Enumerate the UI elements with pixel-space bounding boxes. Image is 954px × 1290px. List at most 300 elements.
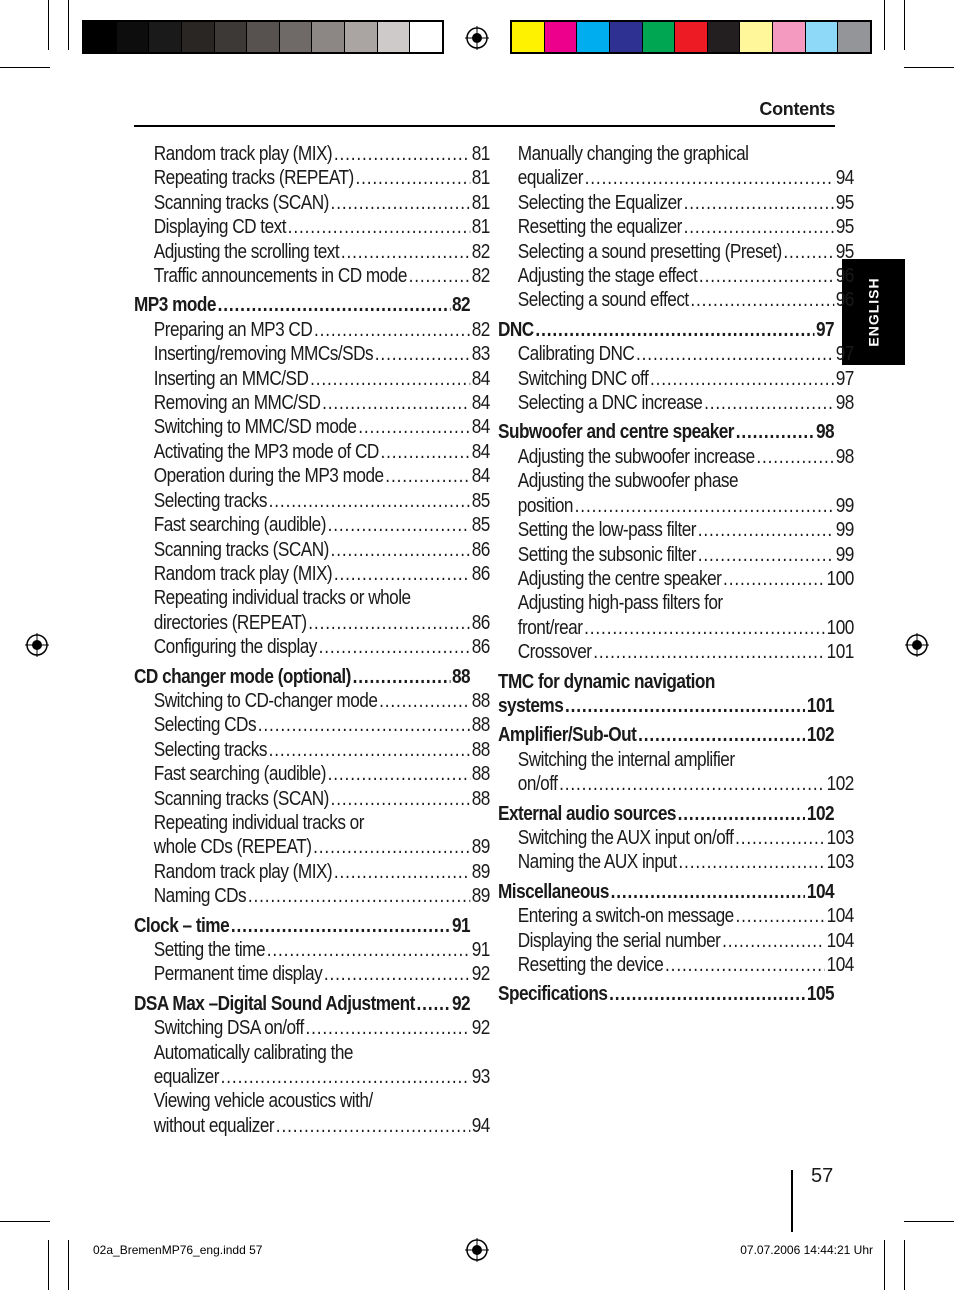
toc-leader-dots [684,191,834,215]
toc-leader-dots [678,850,825,874]
toc-subentry [498,469,854,493]
toc-subentry [134,367,490,391]
toc-entry-title: Viewing vehicle acoustics with/ [153,1090,373,1113]
toc-subentry [134,689,490,713]
color-swatch [215,22,248,52]
toc-entry-title: Repeating tracks (REPEAT) [153,167,354,190]
toc-page-number: 99 [835,519,854,542]
toc-leader-dots [585,166,834,190]
toc-subentry [134,415,490,439]
toc-leader-dots [638,723,805,747]
toc-page-number: 100 [826,567,854,590]
toc-section-entry [498,982,834,1006]
toc-page-number: 94 [471,1114,490,1137]
color-swatch [545,22,578,52]
crop-mark [884,1240,885,1290]
color-swatch [182,22,215,52]
toc-page-number: 92 [471,1017,490,1040]
toc-entry-title: front/rear [517,616,583,639]
toc-section-entry [134,665,470,689]
toc-subentry [498,342,854,366]
toc-entry-title: Selecting tracks [153,738,267,761]
toc-entry-title: Displaying the serial number [517,929,721,952]
toc-leader-dots [593,640,825,664]
toc-leader-dots [611,880,806,904]
toc-page-number: 84 [471,465,490,488]
toc-subentry [134,738,490,762]
toc-subentry [134,440,490,464]
toc-leader-dots [704,391,834,415]
toc-page-number: 88 [451,665,471,688]
toc-subentry [498,616,854,640]
toc-entry-title: Crossover [517,641,592,664]
toc-subentry [134,635,490,659]
toc-entry-title: without equalizer [153,1114,275,1137]
crop-mark [68,0,69,50]
toc-entry-title: on/off [517,773,558,796]
toc-leader-dots [609,982,805,1006]
toc-page-number: 85 [471,514,490,537]
toc-leader-dots [313,835,470,859]
toc-entry-title: CD changer mode (optional) [134,665,351,688]
color-swatch [149,22,182,52]
toc-entry-title: Naming the AUX input [517,851,677,874]
toc-entry-title: Scanning tracks (SCAN) [153,538,329,561]
toc-leader-dots [269,738,470,762]
toc-entry-title: Scanning tracks (SCAN) [153,191,329,214]
toc-page-number: 85 [471,489,490,512]
toc-subentry [134,562,490,586]
toc-entry-title: Permanent time display [153,963,323,986]
toc-leader-dots [328,762,470,786]
toc-leader-dots [267,938,470,962]
toc-entry-title: Manually changing the graphical [517,143,749,165]
toc-entry-title: Setting the low-pass filter [517,519,697,542]
toc-entry-title: Repeating individual tracks or whole [153,587,411,610]
toc-entry-title: MP3 mode [134,294,216,317]
toc-entry-title: Setting the time [153,939,266,961]
toc-entry-title: equalizer [517,167,583,190]
toc-subentry [134,318,490,342]
toc-subentry [134,762,490,786]
toc-entry-title: Random track play (MIX) [153,562,333,585]
toc-entry-title: Calibrating DNC [517,343,635,366]
toc-leader-dots [698,543,834,567]
toc-leader-dots [783,240,834,264]
toc-entry-title: Configuring the display [153,636,317,659]
toc-leader-dots [735,904,824,928]
toc-page-number: 88 [471,689,490,712]
toc-subentry [498,591,854,615]
toc-subentry [134,342,490,366]
toc-page-number: 91 [451,914,471,937]
toc-section-entry [498,723,834,747]
toc-leader-dots [678,802,806,826]
language-label: ENGLISH [865,277,882,347]
toc-leader-dots [575,494,834,518]
toc-subentry [134,464,490,488]
toc-leader-dots [559,772,825,796]
toc-page-number: 86 [471,611,490,634]
toc-page-number: 86 [471,562,490,585]
toc-subentry [498,445,854,469]
toc-leader-dots [331,538,470,562]
toc-leader-dots [565,694,805,718]
toc-leader-dots [331,787,470,811]
toc-subentry [498,191,854,215]
toc-leader-dots [269,489,470,513]
toc-subentry [498,567,854,591]
crop-mark [904,0,905,50]
toc-section-entry [134,293,470,317]
color-swatch [675,22,708,52]
toc-subentry [134,264,490,288]
crop-mark [904,67,954,68]
footer-date-slug: 07.07.2006 14:44:21 Uhr [740,1243,873,1257]
toc-subentry [498,772,854,796]
toc-entry-title: Traffic announcements in CD mode [153,265,407,288]
toc-subentry [498,215,854,239]
toc-leader-dots [355,166,470,190]
toc-entry-title: Inserting/removing MMCs/SDs [153,343,374,366]
toc-page-number: 81 [471,143,490,165]
toc-entry-title: Fast searching (audible) [153,763,326,786]
toc-subentry [498,953,854,977]
toc-subentry [498,543,854,567]
toc-page-number: 88 [471,714,490,737]
registration-mark-icon [25,633,49,657]
toc-subentry [498,640,854,664]
toc-entry-title: DSA Max –Digital Sound Adjustment [134,992,415,1015]
toc-leader-dots [358,415,470,439]
toc-leader-dots [636,342,834,366]
crop-mark [48,1240,49,1290]
toc-leader-dots [341,240,470,264]
toc-subentry [134,240,490,264]
toc-page-number: 86 [471,538,490,561]
toc-page-number: 102 [806,724,835,747]
toc-leader-dots [650,367,834,391]
toc-entry-title: Switching DSA on/off [153,1017,304,1040]
toc-leader-dots [334,142,470,166]
toc-leader-dots [324,962,470,986]
toc-entry-title: Setting the subsonic filter [517,543,697,566]
toc-page-number: 99 [835,543,854,566]
toc-subentry [134,489,490,513]
registration-mark-icon [465,26,489,50]
crop-mark [48,0,49,50]
color-swatch [773,22,806,52]
toc-subentry [134,1114,490,1138]
toc-page-number: 86 [471,636,490,659]
color-swatch [117,22,150,52]
toc-subentry [498,904,854,928]
registration-mark-icon [465,1238,489,1262]
color-swatch [610,22,643,52]
toc-page-number: 102 [826,773,854,796]
toc-leader-dots [334,860,470,884]
toc-page-number: 98 [835,392,854,415]
toc-page-number: 82 [471,240,490,263]
toc-subentry [498,166,854,190]
toc-subentry [134,884,490,908]
toc-subentry [498,240,854,264]
toc-leader-dots [310,367,470,391]
process-color-bar [510,20,872,54]
color-swatch [280,22,313,52]
toc-page-number: 97 [835,343,854,366]
toc-subentry [498,142,854,166]
toc-left-column [134,142,490,1138]
toc-entry-title: Subwoofer and centre speaker [498,421,734,444]
toc-entry-title: Naming CDs [153,885,247,908]
toc-leader-dots [380,440,470,464]
toc-entry-title: Amplifier/Sub-Out [498,724,637,747]
toc-page-number: 104 [826,954,854,976]
toc-subentry [498,264,854,288]
toc-page-number: 92 [451,992,471,1015]
toc-entry-title: Preparing an MP3 CD [153,318,313,341]
toc-subentry [498,929,854,953]
color-swatch [577,22,610,52]
toc-subentry [498,494,854,518]
color-swatch [806,22,839,52]
toc-leader-dots [535,318,814,342]
toc-leader-dots [385,464,470,488]
toc-leader-dots [334,562,470,586]
toc-leader-dots [248,884,470,908]
toc-page-number: 97 [835,367,854,390]
toc-entry-title: Selecting CDs [153,714,257,737]
registration-mark-icon [905,633,929,657]
toc-leader-dots [723,567,825,591]
toc-leader-dots [736,420,815,444]
toc-page-number: 95 [835,191,854,214]
toc-leader-dots [756,445,834,469]
toc-entry-title: systems [498,694,564,717]
toc-page-number: 104 [826,905,854,928]
toc-right-column [498,142,854,1007]
toc-entry-title: Removing an MMC/SD [153,392,321,415]
toc-page-number: 101 [806,694,835,717]
toc-entry-title: Activating the MP3 mode of CD [153,440,379,463]
toc-leader-dots [331,191,470,215]
toc-page-number: 98 [815,421,835,444]
footer-file-slug: 02a_BremenMP76_eng.indd 57 [93,1243,263,1257]
toc-entry-title: Displaying CD text [153,216,286,239]
toc-subentry [134,860,490,884]
toc-subentry [134,713,490,737]
toc-entry-title: Switching to MMC/SD mode [153,416,357,439]
toc-entry-title: Resetting the equalizer [517,216,682,239]
toc-leader-dots [319,635,470,659]
toc-entry-title: whole CDs (REPEAT) [153,836,312,859]
toc-page-number: 96 [835,265,854,288]
color-swatch [708,22,741,52]
toc-entry-title: Selecting a DNC increase [517,392,703,415]
crop-mark [0,1221,50,1222]
toc-section-entry [498,318,834,342]
toc-leader-dots [353,665,451,689]
toc-page-number: 83 [471,343,490,366]
toc-subentry [134,787,490,811]
toc-page-number: 81 [471,191,490,214]
toc-subentry [134,391,490,415]
toc-leader-dots [221,1065,470,1089]
toc-page-number: 95 [835,240,854,263]
toc-entry-title: Clock – time [134,914,230,937]
crop-mark [904,1240,905,1290]
toc-entry-title: External audio sources [498,802,676,825]
toc-subentry [498,850,854,874]
toc-leader-dots [722,929,825,953]
toc-page-number: 88 [471,738,490,761]
toc-page-number: 89 [471,860,490,883]
toc-subentry [498,826,854,850]
color-swatch [643,22,676,52]
toc-entry-title: position [517,494,573,517]
toc-entry-title: Selecting the Equalizer [517,191,682,214]
toc-page-number: 88 [471,763,490,786]
toc-page-number: 99 [835,494,854,517]
toc-entry-title: Adjusting the subwoofer phase [517,470,739,493]
color-swatch [345,22,378,52]
toc-entry-title: TMC for dynamic navigation [498,670,715,693]
toc-leader-dots [409,264,470,288]
toc-section-entry [498,694,834,718]
toc-page-number: 95 [835,216,854,239]
toc-page-number: 105 [806,983,835,1006]
toc-entry-title: Adjusting high-pass filters for [517,592,723,615]
toc-page-number: 98 [835,445,854,468]
toc-leader-dots [231,914,450,938]
crop-mark [68,1240,69,1290]
header-rule [134,125,835,127]
toc-subentry [134,191,490,215]
toc-page-number: 89 [471,836,490,859]
color-swatch [84,22,117,52]
toc-leader-dots [684,215,834,239]
toc-entry-title: equalizer [153,1066,219,1089]
toc-entry-title: Entering a switch-on message [517,905,734,928]
toc-page-number: 104 [826,929,854,952]
toc-page-number: 91 [471,939,490,961]
color-swatch [740,22,773,52]
toc-leader-dots [379,689,470,713]
toc-entry-title: Miscellaneous [498,880,609,903]
toc-subentry [134,1041,490,1065]
toc-page-number: 94 [835,167,854,190]
toc-entry-title: Switching the internal amplifier [517,748,735,771]
toc-leader-dots [276,1114,470,1138]
toc-leader-dots [375,342,470,366]
grayscale-color-bar [82,20,444,54]
color-swatch [838,22,870,52]
toc-subentry [134,538,490,562]
toc-page-number: 89 [471,885,490,908]
toc-entry-title: Adjusting the stage effect [517,265,698,288]
toc-entry-title: Selecting tracks [153,489,267,512]
toc-leader-dots [322,391,470,415]
toc-page-number: 82 [451,294,471,317]
crop-mark [904,1221,954,1222]
toc-page-number: 84 [471,440,490,463]
color-swatch [312,22,345,52]
toc-page-number: 82 [471,265,490,288]
toc-entry-title: Adjusting the centre speaker [517,567,722,590]
toc-subentry [498,367,854,391]
toc-page-number: 92 [471,963,490,986]
toc-entry-title: Switching to CD-changer mode [153,689,378,712]
toc-entry-title: Resetting the device [517,954,664,976]
toc-entry-title: Fast searching (audible) [153,514,326,537]
toc-subentry [498,748,854,772]
color-swatch [512,22,545,52]
toc-subentry [134,166,490,190]
toc-leader-dots [699,264,834,288]
toc-entry-title: Repeating individual tracks or [153,811,364,834]
toc-leader-dots [690,288,834,312]
toc-leader-dots [218,293,451,317]
page-number: 57 [811,1165,834,1187]
toc-subentry [134,142,490,166]
toc-entry-title: Random track play (MIX) [153,860,333,883]
toc-entry-title: Operation during the MP3 mode [153,465,384,488]
toc-subentry [134,962,490,986]
toc-section-entry [498,420,834,444]
color-swatch [378,22,411,52]
toc-page-number: 82 [471,318,490,341]
toc-subentry [498,288,854,312]
color-swatch [410,22,442,52]
toc-leader-dots [306,1016,471,1040]
toc-page-number: 104 [806,880,835,903]
toc-entry-title: Specifications [498,983,608,1006]
toc-subentry [134,586,490,610]
toc-entry-title: DNC [498,318,534,341]
toc-leader-dots [417,992,451,1016]
toc-leader-dots [735,826,825,850]
toc-entry-title: Random track play (MIX) [153,143,333,165]
toc-subentry [134,611,490,635]
toc-page-number: 84 [471,392,490,415]
toc-section-entry [498,880,834,904]
toc-leader-dots [698,518,834,542]
toc-section-entry [498,670,834,694]
crop-mark [884,0,885,50]
toc-entry-title: Automatically calibrating the [153,1041,353,1064]
toc-subentry [134,938,490,962]
toc-section-entry [498,802,834,826]
toc-leader-dots [584,616,825,640]
toc-page-number: 88 [471,787,490,810]
toc-leader-dots [258,713,470,737]
toc-leader-dots [314,318,470,342]
toc-subentry [134,1065,490,1089]
toc-leader-dots [288,215,470,239]
toc-page-number: 103 [826,826,854,849]
toc-page-number: 103 [826,851,854,874]
toc-subentry [134,1089,490,1113]
toc-entry-title: Selecting a sound effect [517,289,689,312]
toc-entry-title: Adjusting the subwoofer increase [517,445,755,468]
toc-page-number: 93 [471,1066,490,1089]
toc-subentry [134,835,490,859]
toc-entry-title: Selecting a sound presetting (Preset) [517,240,782,263]
toc-subentry [498,391,854,415]
toc-entry-title: Switching DNC off [517,367,649,390]
toc-page-number: 97 [815,318,835,341]
